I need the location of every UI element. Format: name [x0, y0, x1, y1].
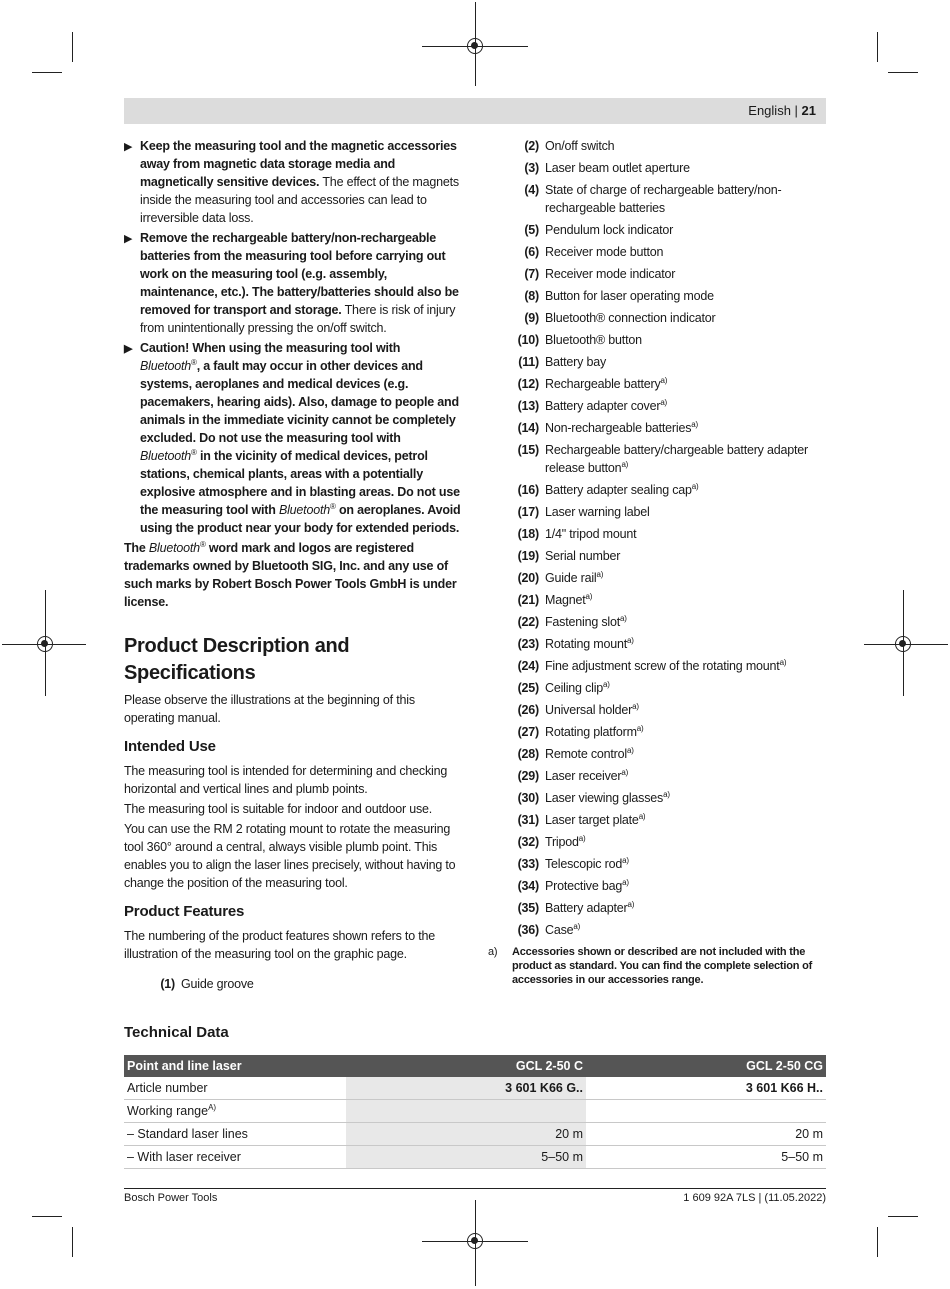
feature-item [488, 309, 828, 327]
feature-item [488, 441, 828, 477]
bluetooth-text: Bluetooth [148, 541, 200, 555]
footnote [488, 945, 828, 987]
feature-number: (21) [517, 593, 539, 607]
registration-mark-icon [37, 636, 53, 652]
registration-mark-icon [467, 38, 483, 54]
trademark-note: The Bluetooth® word mark and logos are registered trademarks owned by Bluetooth SIG, Inc. and any use of such marks by Robert Bosch Power Tools GmbH is under license. [124, 539, 457, 609]
feature-number: (15) [517, 443, 539, 457]
footnote-marker: a) [622, 877, 629, 887]
bluetooth-text: Bluetooth [278, 503, 330, 517]
feature-label-text: Serial number [545, 549, 621, 563]
feature-item [488, 503, 828, 521]
feature-item [488, 921, 828, 939]
feature-number: (16) [517, 483, 539, 497]
section-title: Product Description and Specifications [124, 635, 350, 684]
feature-item [488, 159, 828, 177]
feature-item [488, 767, 828, 785]
bullet-bold-text: Caution! When using the measuring tool with [140, 341, 401, 355]
feature-label [545, 635, 828, 653]
feature-label [545, 767, 828, 785]
feature-number: (22) [517, 615, 539, 629]
footnote-marker: a) [660, 375, 668, 385]
feature-label [545, 375, 828, 393]
feature-label [545, 877, 828, 895]
bluetooth-text: Bluetooth [140, 359, 192, 373]
feature-label-text: Battery bay [545, 355, 607, 369]
feature-label [545, 243, 828, 261]
feature-label [545, 811, 828, 829]
feature-item [488, 243, 828, 261]
feature-label [545, 745, 828, 763]
feature-number: (19) [517, 549, 539, 563]
page-number: 21 [801, 103, 816, 118]
feature-item [488, 591, 828, 609]
feature-item [488, 569, 828, 587]
bullet-text: The effect of the magnets inside the measuring tool and accessories can lead to irreversible data loss. [140, 175, 459, 225]
safety-bullet [124, 229, 464, 337]
intended-use-title: Intended Use [124, 738, 216, 755]
footnote-marker: a) [603, 679, 610, 689]
feature-number: (6) [524, 245, 539, 259]
feature-number: (4) [524, 183, 539, 197]
feature-item [488, 181, 828, 217]
footnote-marker: a) [638, 811, 646, 821]
feature-item [488, 679, 828, 697]
feature-label-text: Ceiling clip [545, 681, 604, 695]
page-footer [124, 1188, 826, 1204]
feature-label-text: Battery adapter cover [545, 399, 661, 413]
feature-label [545, 789, 828, 807]
feature-label [545, 503, 828, 521]
row-label: Article number [127, 1081, 208, 1095]
row-label: – Standard laser lines [127, 1127, 248, 1141]
feature-number: (17) [517, 505, 539, 519]
feature-label [545, 441, 828, 477]
feature-item [488, 833, 828, 851]
table-header: GCL 2-50 C [346, 1055, 586, 1077]
bullet-bold-text: , a fault may occur in other devices and systems, aeroplanes and medical devices (e.g. pacemakers, hearing aids). Also, damage to people and animals in the immediate vicinity cannot be completely excluded. Do not use the measuring tool with [140, 359, 459, 445]
feature-label [545, 481, 828, 499]
table-cell-label [124, 1123, 346, 1146]
feature-item [488, 745, 828, 763]
feature-label [545, 679, 828, 697]
footnote-marker: a) [626, 635, 634, 645]
feature-label-text: Bluetooth® connection indicator [545, 311, 716, 325]
feature-item [488, 221, 828, 239]
feature-item [488, 481, 828, 499]
table-cell-value: 3 601 K66 G.. [346, 1077, 586, 1100]
feature-item [488, 419, 828, 437]
feature-label [545, 591, 828, 609]
footnote-marker: a) [621, 767, 629, 777]
table-cell-value: 20 m [586, 1123, 826, 1146]
feature-item [488, 657, 828, 675]
trademark-text: The [124, 541, 146, 555]
feature-label [545, 701, 828, 719]
feature-number: (1) [160, 977, 175, 991]
feature-item [488, 855, 828, 873]
feature-label-text: Rechargeable battery [545, 377, 661, 391]
feature-label [545, 921, 828, 939]
footnote-marker: a) [596, 569, 604, 579]
feature-item [488, 525, 828, 543]
feature-number: (35) [517, 901, 539, 915]
feature-number: (32) [517, 835, 539, 849]
feature-item [488, 701, 828, 719]
feature-number: (25) [517, 681, 539, 695]
feature-label-text: Button for laser operating mode [545, 289, 714, 303]
triangle-bullet-icon: ▶ [124, 233, 133, 245]
feature-number: (24) [517, 659, 539, 673]
table-header: Point and line laser [124, 1055, 346, 1077]
feature-label [545, 613, 828, 631]
feature-label-text: Fine adjustment screw of the rotating mount [545, 659, 780, 673]
feature-number: (26) [517, 703, 539, 717]
feature-number: (10) [517, 333, 539, 347]
feature-number: (13) [517, 399, 539, 413]
feature-label-text: Rotating mount [545, 637, 627, 651]
table-row [124, 1100, 826, 1123]
footnote-marker: a) [578, 833, 586, 843]
footnote-marker: a) [663, 789, 670, 799]
table-row [124, 1123, 826, 1146]
feature-number: (29) [517, 769, 539, 783]
feature-label [545, 547, 828, 565]
table-cell-label [124, 1100, 346, 1123]
feature-label-text: Pendulum lock indicator [545, 223, 674, 237]
feature-label-text: Protective bag [545, 879, 623, 893]
feature-item [488, 723, 828, 741]
feature-number: (33) [517, 857, 539, 871]
feature-item [488, 877, 828, 895]
feature-item [488, 331, 828, 349]
feature-label [545, 221, 828, 239]
feature-label-text: State of charge of rechargeable battery/non-rechargeable batteries [545, 183, 782, 215]
footnote-marker: a) [573, 921, 581, 931]
row-label: Working range [127, 1104, 209, 1118]
table-cell-value: 3 601 K66 H.. [586, 1077, 826, 1100]
feature-label [545, 525, 828, 543]
feature-label-text: Non-rechargeable batteries [545, 421, 692, 435]
feature-number: (31) [517, 813, 539, 827]
feature-label [545, 855, 828, 873]
bullet-bold-text: Remove the rechargeable battery/non-rechargeable batteries from the measuring tool before carrying out work on the measuring tool (e.g. assembly, maintenance, etc.). The battery/batteries should also be removed for transport and storage. [140, 231, 459, 317]
feature-number: (36) [517, 923, 539, 937]
header-language: English [748, 103, 791, 118]
triangle-bullet-icon: ▶ [124, 141, 133, 153]
feature-label [545, 419, 828, 437]
feature-label-text: Universal holder [545, 703, 633, 717]
feature-label [545, 353, 828, 371]
feature-label [545, 569, 828, 587]
feature-item [488, 353, 828, 371]
footnote-marker: a) [779, 657, 787, 667]
table-cell-value: 20 m [346, 1123, 586, 1146]
feature-number: (9) [524, 311, 539, 325]
feature-label [545, 265, 828, 283]
feature-number: (18) [517, 527, 539, 541]
page-header [124, 98, 826, 124]
footnote-marker: a) [660, 397, 668, 407]
feature-label-text: Battery adapter sealing cap [545, 483, 692, 497]
feature-number: (14) [517, 421, 539, 435]
feature-label-text: Receiver mode button [545, 245, 664, 259]
footer-left: Bosch Power Tools [124, 1192, 218, 1204]
feature-label [545, 723, 828, 741]
footnote-marker: a) [585, 591, 593, 601]
table-cell-value [586, 1100, 826, 1123]
feature-number: (20) [517, 571, 539, 585]
footnote-text: Accessories shown or described are not included with the product as standard. You can find the complete selection of accessories in our accessories range. [512, 946, 813, 986]
feature-label [545, 181, 828, 217]
feature-label-text: Tripod [545, 835, 579, 849]
feature-label-text: Rechargeable battery/chargeable battery adapter release button [545, 443, 809, 475]
features-list [488, 137, 828, 987]
feature-label [545, 657, 828, 675]
safety-bullet: ▶ Caution! When using the measuring tool with Bluetooth®, a fault may occur in other devices and systems, aeroplanes and medical devices (e.g. pacemakers, hearing aids). Also, damage to people and animals in the immediate vicinity cannot be completely excluded. Do not use the measuring tool with Bluetooth® in the vicinity of medical devices, petrol stations, chemical plants, areas with a potentially explosive atmosphere and in blasting areas. Do not use the measuring tool with Bluetooth® on aeroplanes. Avoid using the product near your body for extended periods. [124, 341, 461, 535]
table-header: GCL 2-50 CG [586, 1055, 826, 1077]
table-cell-value: 5–50 m [586, 1146, 826, 1169]
feature-number: (12) [517, 377, 539, 391]
section-intro: Please observe the illustrations at the beginning of this operating manual. [124, 693, 415, 725]
technical-data-table [124, 1055, 826, 1169]
footnote-marker: a) [627, 899, 635, 909]
intended-use-text: The measuring tool is suitable for indoor and outdoor use. [124, 802, 433, 816]
feature-number: (5) [524, 223, 539, 237]
feature-label-text: Laser viewing glasses [545, 791, 664, 805]
feature-item [488, 635, 828, 653]
feature-number: (8) [524, 289, 539, 303]
bluetooth-text: Bluetooth [140, 449, 192, 463]
footnote-marker: a) [620, 613, 627, 623]
technical-data-title: Technical Data [124, 1024, 229, 1041]
feature-label-text: Rotating platform [545, 725, 637, 739]
feature-label [545, 287, 828, 305]
feature-number: (7) [524, 267, 539, 281]
feature-number: (23) [517, 637, 539, 651]
triangle-bullet-icon: ▶ [124, 343, 133, 355]
feature-item [488, 375, 828, 393]
table-row [124, 1077, 826, 1100]
footnote-marker: a) [621, 459, 629, 469]
feature-number: (30) [517, 791, 539, 805]
left-column [124, 137, 464, 997]
table-cell-value: 5–50 m [346, 1146, 586, 1169]
intended-use-text: You can use the RM 2 rotating mount to rotate the measuring tool 360° around a central, always visible plumb point. This enables you to align the laser lines precisely, without having to change the position of the measuring tool. [124, 822, 456, 890]
header-text: English | 21 [748, 103, 816, 118]
feature-label-text: Fastening slot [545, 615, 621, 629]
feature-label: Guide groove [181, 977, 254, 991]
registration-mark-icon [895, 636, 911, 652]
feature-item [488, 137, 828, 155]
feature-label [545, 137, 828, 155]
feature-item [488, 899, 828, 917]
footnote-marker: a) [622, 855, 629, 865]
table-header-row [124, 1055, 826, 1077]
footnote-marker: a) [632, 701, 639, 711]
feature-label [545, 397, 828, 415]
table-cell-value [346, 1100, 586, 1123]
registration-mark-icon [467, 1233, 483, 1249]
row-label: – With laser receiver [127, 1150, 241, 1164]
feature-item [488, 789, 828, 807]
feature-number: (27) [517, 725, 539, 739]
footnote-marker: a) [691, 419, 698, 429]
feature-label-text: Remote control [545, 747, 627, 761]
feature-label-text: Battery adapter [545, 901, 628, 915]
feature-number: (2) [524, 139, 539, 153]
safety-bullet [124, 137, 464, 227]
trademark-text: word mark and logos are registered trademarks owned by Bluetooth SIG, Inc. and any use of such marks by Robert Bosch Power Tools GmbH is under license. [124, 541, 457, 609]
feature-number: (28) [517, 747, 539, 761]
feature-label [545, 309, 828, 327]
feature-label [545, 331, 828, 349]
feature-label-text: Laser receiver [545, 769, 622, 783]
feature-number: (3) [524, 161, 539, 175]
footer-right: 1 609 92A 7LS | (11.05.2022) [683, 1192, 826, 1204]
feature-number: (11) [518, 355, 539, 369]
feature-item [488, 287, 828, 305]
features-title: Product Features [124, 903, 245, 920]
feature-item [488, 547, 828, 565]
feature-item [488, 613, 828, 631]
bullet-bold-text: on aeroplanes. Avoid using the product near your body for extended periods. [140, 503, 461, 535]
feature-item [124, 975, 464, 993]
feature-number: (34) [517, 879, 539, 893]
feature-item [488, 811, 828, 829]
table-row [124, 1146, 826, 1169]
feature-label [545, 159, 828, 177]
feature-item [488, 265, 828, 283]
feature-label-text: On/off switch [545, 139, 615, 153]
footnote-marker: a) [636, 723, 644, 733]
feature-label-text: 1/4" tripod mount [545, 527, 637, 541]
table-cell-label [124, 1077, 346, 1100]
feature-label-text: Laser target plate [545, 813, 639, 827]
feature-label-text: Case [545, 923, 574, 937]
bullet-bold-text: in the vicinity of medical devices, petrol stations, chemical plants, areas with a potentially explosive atmosphere and in blasting areas. Do not use the measuring tool with [140, 449, 460, 517]
bullet-bold-text: Keep the measuring tool and the magnetic accessories away from magnetic data storage media and magnetically sensitive devices. [140, 139, 457, 189]
feature-label-text: Bluetooth® button [545, 333, 642, 347]
footnote-marker: A) [208, 1102, 217, 1112]
feature-label [545, 899, 828, 917]
footnote-marker: a) [691, 481, 699, 491]
footnote-marker: a) [626, 745, 634, 755]
feature-label-text: Guide rail [545, 571, 597, 585]
features-intro: The numbering of the product features shown refers to the illustration of the measuring tool on the graphic page. [124, 929, 436, 961]
feature-label-text: Magnet [545, 593, 586, 607]
bullet-text: There is risk of injury from unintentionally pressing the on/off switch. [140, 303, 456, 335]
feature-label-text: Receiver mode indicator [545, 267, 676, 281]
footnote-label: a) [488, 946, 498, 958]
feature-label [545, 833, 828, 851]
feature-label-text: Laser beam outlet aperture [545, 161, 690, 175]
feature-item [488, 397, 828, 415]
intended-use-text: The measuring tool is intended for determining and checking horizontal and vertical lines and plumb points. [124, 764, 448, 796]
table-cell-label [124, 1146, 346, 1169]
feature-label-text: Laser warning label [545, 505, 650, 519]
feature-label-text: Telescopic rod [545, 857, 623, 871]
